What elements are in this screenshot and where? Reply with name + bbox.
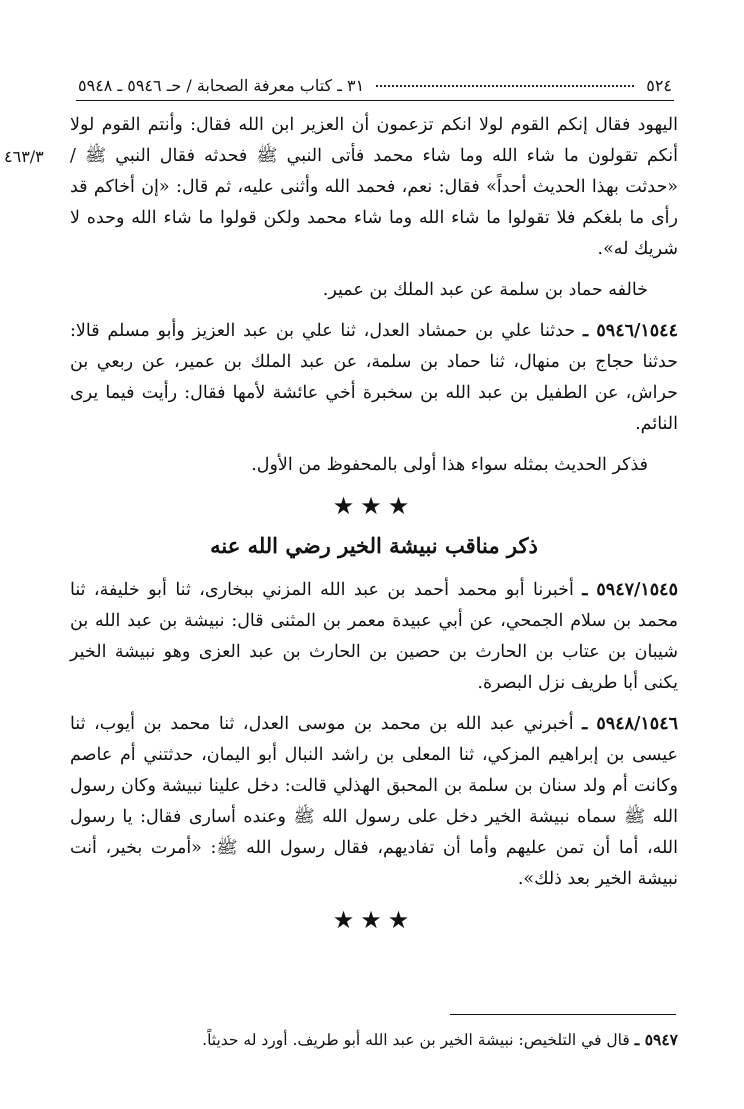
hadith-text: أخبرنا أبو محمد أحمد بن عبد الله المزني ببخارى، ثنا أبو خليفة، ثنا محمد بن سلام الجمحي، عن أبي عبيدة معمر بن المثنى قال: نبيشة بن عبد الله بن شيبان بن عتاب بن الحارث بن حصين بن الحارث بن عبد العزى وهو نبيشة الخير يكنى أبا طريف نزل البصرة. — [70, 580, 678, 693]
section-divider-stars: ★★★ — [332, 492, 416, 520]
header-rule — [76, 100, 674, 101]
footnote-rule — [450, 1014, 676, 1015]
section-title: ذكر مناقب نبيشة الخير رضي الله عنه — [210, 533, 538, 558]
footnote-number: ٥٩٤٧ ـ — [634, 1030, 678, 1049]
running-header — [78, 70, 672, 100]
paragraph-note: خالفه حماد بن سلمة عن عبد الملك بن عمير. — [322, 280, 648, 300]
paragraph-continuation: اليهود فقال إنكم القوم لولا انكم تزعمون أن العزير ابن الله فقال: وأنتم القوم لولا أنكم تقولون ما شاء الله وما شاء محمد فأتى النبي ﷺ فحدثه فقال النبي ﷺ / «حدثت بهذا الحديث أحداً» فقال: نعم، فحمد الله وأثنى عليه، ثم قال: «إن أخاكم قد رأى ما بلغكم فلا تقولوا ما شاء الله وما شاء محمد ولكن قولوا ما شاء الله وحده لا شريك له». — [70, 115, 678, 259]
hadith-number: ٥٩٤٦/١٥٤٤ ـ — [582, 321, 678, 341]
header-dot-leader — [376, 84, 634, 87]
footnote-text: قال في التلخيص: نبيشة الخير بن عبد الله أبو طريف. أورد له حديثاً. — [202, 1031, 630, 1049]
hadith-5947 — [70, 575, 678, 699]
hadith-5948 — [70, 709, 678, 895]
footnote — [70, 1028, 678, 1052]
hadith-text: حدثنا علي بن حمشاد العدل، ثنا علي بن عبد العزيز وأبو مسلم قالا: حدثنا حجاج بن منهال، ثنا حماد بن سلمة، عن عبد الملك بن عمير، عن ربعي بن حراش، عن الطفيل بن عبد الله بن سخبرة أخي عائشة لأمها فقال: رأيت فيما يرى النائم. — [70, 321, 678, 434]
paragraph-comment: فذكر الحديث بمثله سواء هذا أولى بالمحفوظ من الأول. — [251, 455, 648, 475]
hadith-number: ٥٩٤٨/١٥٤٦ ـ — [582, 714, 678, 734]
page-body — [70, 110, 678, 944]
running-title: ٣١ ـ كتاب معرفة الصحابة / حـ ٥٩٤٦ ـ ٥٩٤٨ — [78, 75, 365, 95]
hadith-5946 — [70, 316, 678, 440]
page-number: ٥٢٤ — [646, 75, 672, 95]
section-end-stars: ★★★ — [332, 906, 416, 934]
hadith-text: أخبرني عبد الله بن محمد بن موسى العدل، ثنا محمد بن أيوب، ثنا عيسى بن إبراهيم المزكي، ثنا المعلى بن راشد النبال أبو اليمان، حدثتني أم عاصم وكانت أم ولد سنان بن سلمة بن المحبق الهذلي قالت: دخل علينا نبيشة وكان رسول الله ﷺ سماه نبيشة الخير دخل على رسول الله ﷺ وعنده أسارى فقال: يا رسول الله، أما أن تمن عليهم وأما أن تفاديهم، فقال رسول الله ﷺ: «أمرت بخير، أنت نبيشة الخير بعد ذلك». — [70, 714, 678, 889]
hadith-number: ٥٩٤٧/١٥٤٥ ـ — [582, 580, 678, 600]
margin-reference: ٤٦٣/٣ — [4, 147, 44, 166]
